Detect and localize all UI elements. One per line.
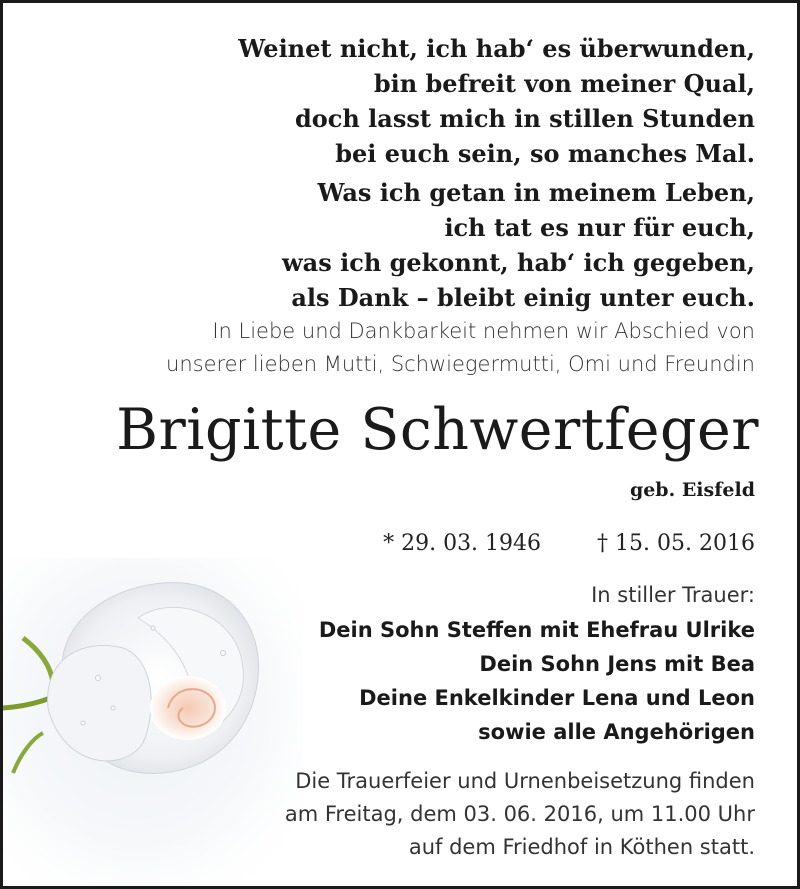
- birth-name: geb. Eisfeld: [629, 479, 755, 501]
- deceased-name: Brigitte Schwertfeger: [116, 397, 759, 463]
- service-notice: [23, 765, 755, 864]
- poem-line: bei euch sein, so manches Mal.: [335, 139, 755, 168]
- death-date: † 15. 05. 2016: [597, 531, 755, 556]
- poem-stanza-2: [23, 175, 755, 315]
- mourner-line: Dein Sohn Steffen mit Ehefrau Ulrike: [318, 618, 755, 642]
- mourner-line: Dein Sohn Jens mit Bea: [479, 652, 755, 676]
- intro-line: In Liebe und Dankbarkeit nehmen wir Abschied von: [212, 319, 755, 343]
- mourners-list: [23, 613, 755, 749]
- mourner-line: sowie alle Angehörigen: [478, 720, 755, 744]
- mourners-label: In stiller Trauer:: [591, 583, 755, 607]
- poem-line: Was ich getan in meinem Leben,: [317, 178, 755, 207]
- poem-stanza-1: [23, 31, 755, 171]
- service-line: am Freitag, dem 03. 06. 2016, um 11.00 Uhr: [284, 802, 755, 826]
- farewell-intro: [23, 315, 755, 381]
- poem-line: bin befreit von meiner Qual,: [373, 69, 755, 98]
- poem-line: Weinet nicht, ich hab‘ es überwunden,: [238, 34, 755, 63]
- life-dates: [23, 527, 755, 561]
- service-line: auf dem Friedhof in Köthen statt.: [408, 835, 755, 859]
- poem-line: ich tat es nur für euch,: [444, 213, 755, 242]
- poem-line: doch lasst mich in stillen Stunden: [294, 104, 755, 133]
- poem-line: was ich gekonnt, hab‘ ich gegeben,: [282, 248, 755, 277]
- poem-line: als Dank – bleibt einig unter euch.: [291, 283, 755, 312]
- intro-line: unserer lieben Mutti, Schwiegermutti, Omi und Freundin: [166, 352, 755, 376]
- service-line: Die Trauerfeier und Urnenbeisetzung finden: [295, 769, 755, 793]
- mourner-line: Deine Enkelkinder Lena und Leon: [359, 686, 755, 710]
- birth-date: * 29. 03. 1946: [383, 531, 542, 556]
